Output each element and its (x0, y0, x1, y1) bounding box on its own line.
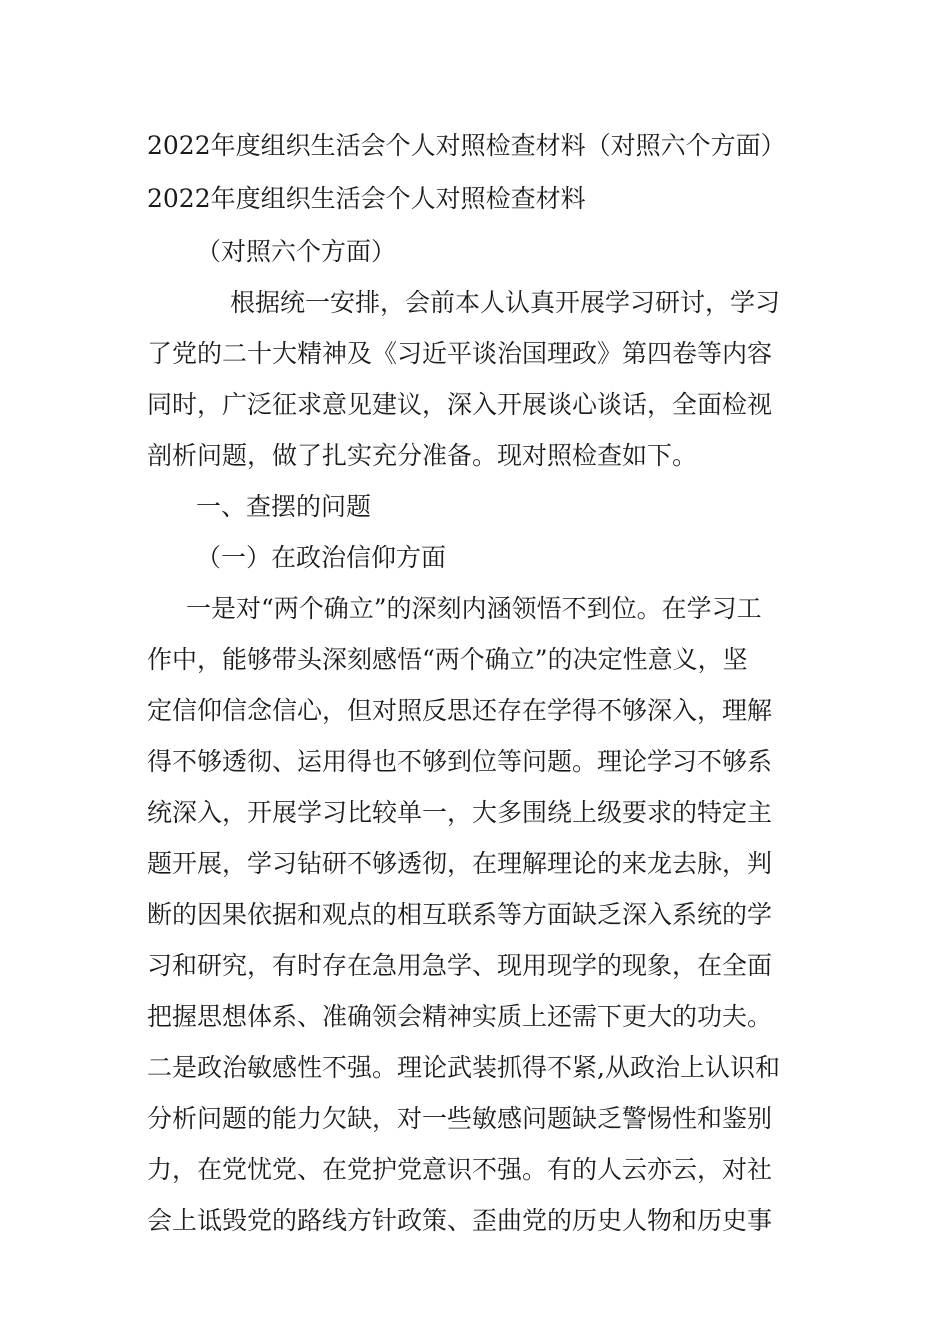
point-one-line-9: 把握思想体系、准确领会精神实质上还需下更大的功夫。 (147, 1002, 773, 1031)
intro-line-4: 剖析问题，做了扎实充分准备。现对照检查如下。 (147, 441, 698, 470)
point-two-line-3: 力，在党忧党、在党护党意识不强。有的人云亦云，对社 (147, 1155, 773, 1184)
point-one-line-3: 定信仰信念信心，但对照反思还存在学得不够深入，理解 (147, 696, 773, 725)
subsection-heading: （一）在政治信仰方面 (196, 543, 447, 572)
intro-line-2: 了党的二十大精神及《习近平谈治国理政》第四卷等内容 (147, 339, 773, 368)
point-one-line-7: 断的因果依据和观点的相互联系等方面缺乏深入系统的学 (147, 900, 773, 929)
point-one-line-8: 习和研究，有时存在急用急学、现用现学的现象，在全面 (147, 951, 773, 980)
point-one-line-4: 得不够透彻、运用得也不够到位等问题。理论学习不够系 (147, 747, 773, 776)
point-one-line-5: 统深入，开展学习比较单一，大多围绕上级要求的特定主 (147, 798, 773, 827)
intro-line-1: 根据统一安排，会前本人认真开展学习研讨，学习 (230, 288, 781, 317)
document-title-line-2: 2022年度组织生活会个人对照检查材料 (147, 184, 586, 213)
point-one-line-1: 一是对“两个确立”的深刻内涵领悟不到位。在学习工 (186, 594, 762, 623)
intro-line-3: 同时，广泛征求意见建议，深入开展谈心谈话，全面检视 (147, 390, 773, 419)
point-two-line-4: 会上诋毁党的路线方针政策、歪曲党的历史人物和历史事 (147, 1206, 773, 1235)
point-one-line-6: 题开展，学习钻研不够透彻，在理解理论的来龙去脉，判 (147, 849, 773, 878)
document-subtitle: （对照六个方面） (196, 237, 397, 266)
point-one-line-2: 作中，能够带头深刻感悟“两个确立”的决定性意义，坚 (147, 645, 748, 674)
document-title-line-1: 2022年度组织生活会个人对照检查材料（对照六个方面） (147, 131, 786, 160)
point-two-line-1: 二是政治敏感性不强。理论武装抓得不紧,从政治上认识和 (147, 1053, 780, 1082)
section-heading: 一、查摆的问题 (196, 492, 372, 521)
point-two-line-2: 分析问题的能力欠缺，对一些敏感问题缺乏警惕性和鉴别 (147, 1104, 773, 1133)
